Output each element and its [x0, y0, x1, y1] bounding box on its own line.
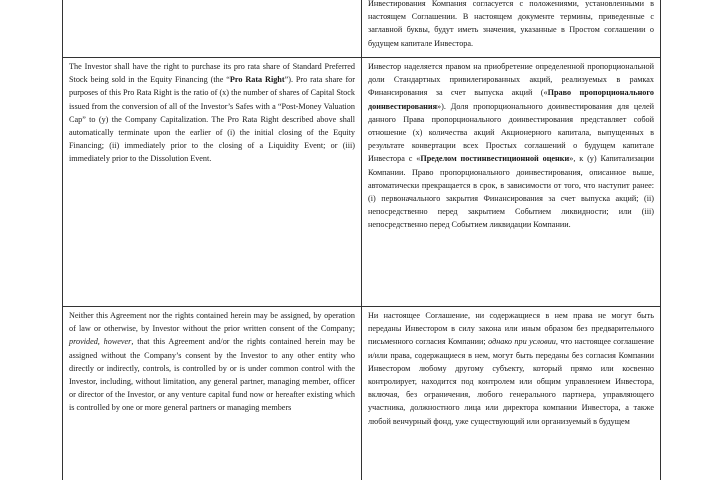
table-row — [63, 0, 661, 58]
pro-rata-clause-en — [69, 60, 355, 166]
text-line: иметь значения, указанные в Простом соглашении о — [457, 25, 654, 35]
proviso-term: однако при условии — [488, 337, 556, 347]
russian-cell — [362, 58, 661, 307]
assignment-clause-ru — [368, 309, 654, 428]
text-line: установленными в настоящем Соглашении. В настоящем — [368, 0, 654, 22]
text-run: , что настоящее соглашение и/или права, содержащиеся в нем, могут быть переданы без согласия Компании Инвестором любому другому субъекту, который прямо или косвенно контролирует, находится под контролем или общим управлением Инвестора, включая, без ограничения, любого генерального партнера, управляющего участника, должностного лица или директора компании Инвестора, а также любой венчурный фонд, уже существующий или организуемый в будущем — [368, 337, 654, 426]
table-row — [63, 307, 661, 480]
defined-term: Pro Rata Right — [229, 75, 285, 85]
text-run: Инвестор наделяется правом на приобретение определенной пропорциональной доли Стандартных привилегированных акций, реализуемых в рамках Финансирования за счет выпуска акций (« — [368, 62, 654, 98]
proviso-term: provided, however — [69, 337, 132, 347]
assignment-clause-en — [69, 309, 355, 415]
text-run: Ни настоящее Соглашение, ни содержащиеся в нем права не могут быть переданы Инвестором в силу закона или иным образом без предварительного письменного согласия Компании; — [368, 311, 654, 347]
english-cell — [63, 307, 362, 480]
russian-cell — [362, 307, 661, 480]
russian-cell — [362, 0, 661, 58]
text-line: Инвестирования Компания согласуется с положениями, — [368, 0, 586, 8]
table-row — [63, 58, 661, 307]
text-run: The Investor shall have the right to purchase its pro rata share of Standard Preferred Stock being sold in the Equity Financing (the “ — [69, 62, 355, 85]
pro-rata-clause-ru — [368, 60, 654, 232]
clause-text-ru — [368, 0, 654, 50]
english-cell — [63, 58, 362, 307]
text-run: , that this Agreement and/or the rights contained herein may be assigned without the Company’s consent by the Investor to any other entity who directly or indirectly, controls, is controlled by or is under common control with the Investor, including, without limitation, any general partner, managing member, officer or director of the Investor, or any venture capital fund now or hereafter existing which is controlled by one or more general partners or managing members — [69, 337, 355, 413]
text-run: Neither this Agreement nor the rights contained herein may be assigned, by operation of law or otherwise, by Investor without the prior written consent of the Company; — [69, 311, 355, 334]
bilingual-terms-table — [62, 0, 661, 480]
text-run: », к (y) Капитализации Компании. Право пропорционального доинвестирования, описанное выше, автоматически прекращается в срок, в зависимости от того, что наступит ранее: (i) первоначального закрытия Финансирования за счет выпуска акций; (ii) непосредственно перед закрытием Событием ликвидности; или (iii) непосредственно перед Событием ликвидации Компании. — [368, 154, 654, 230]
english-cell — [63, 0, 362, 58]
text-line: документе термины, приведенные с заглавной буквы, будут — [368, 12, 654, 35]
text-line: будущем капитале Инвестора. — [368, 38, 474, 48]
text-run: ”). Pro rata share for purposes of this Pro Rata Right is the ratio of (x) the number of shares of Capital Stock issued from the conversion of all of the Investor’s Safes with a “Post-Money Valuation Cap” to (y) the Company Capitalization. The Pro Rata Right described above shall automatically terminate upon the earlier of (i) the initial closing of the Equity Financing; (ii) immediately prior to the closing of a Liquidity Event; or (iii) immediately prior to the Dissolution Event. — [69, 75, 355, 164]
text-run: »). Доля пропорционального доинвестирования для целей данного Права пропорционального доинвестирования представляет собой отношение (x) количества акций Акционерного капитала, выпущенных в результате конвертации всех Простых соглашений о будущем капитале Инвестора с « — [368, 101, 654, 164]
defined-term: Пределом постинвестиционной оценки — [420, 154, 570, 164]
defined-term: Право пропорционального доинвестирования — [368, 88, 654, 111]
